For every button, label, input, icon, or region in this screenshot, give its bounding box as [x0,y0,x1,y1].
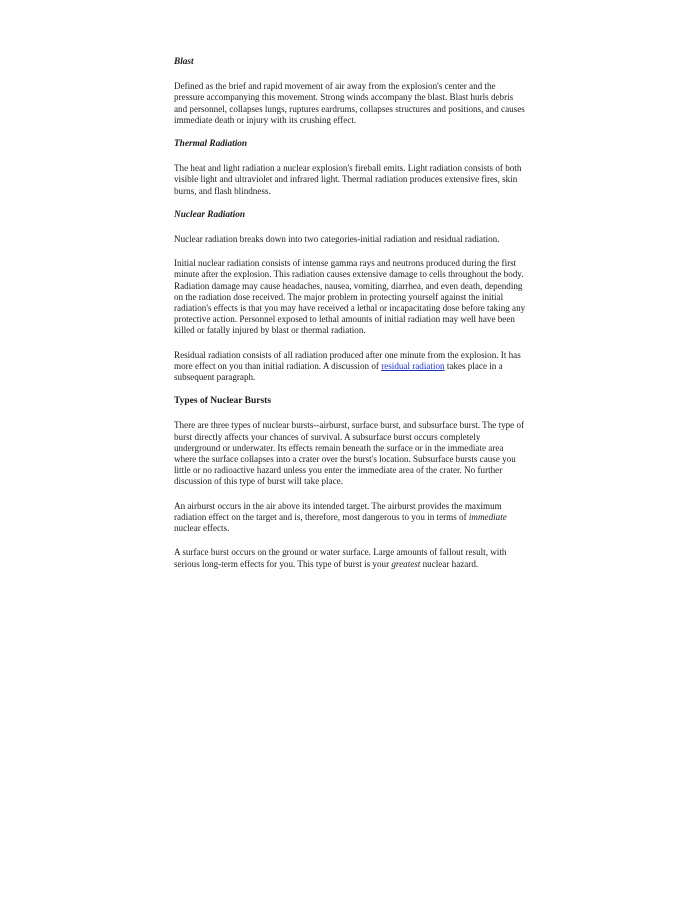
airburst-emphasis: immediate [468,511,507,522]
residual-text-after: takes place in a subsequent paragraph. [174,360,503,383]
burst-types-paragraph: There are three types of nuclear bursts--airburst, surface burst, and subsurface burst. The type of burst directly affects your chances of survival. A subsurface burst occurs completely underground or underwater. Its effects remain beneath the surface or in the immediate area where the surface collapses into a crater over the burst's location. Subsurface bursts cause you little or no radioactive hazard unless you enter the immediate area of the crater. No further discussion of this type of burst will take place. [174,420,525,487]
airburst-paragraph [174,501,526,535]
surface-text-after: nuclear hazard. [420,558,479,569]
surface-text-before: A surface burst occurs on the ground or water surface. Large amounts of fallout result, with serious long-term effects for you. This type of burst is your [174,547,507,569]
thermal-radiation-paragraph: The heat and light radiation a nuclear explosion's fireball emits. Light radiation consists of both visible light and ultraviolet and infrared light. Thermal radiation produces extensive fires, skin burns, and flash blindness. [174,163,522,196]
residual-text-before: Residual radiation consists of all radiation produced after one minute from the explosion. It has more effect on you than initial radiation. A discussion of [174,349,521,371]
airburst-text-after: nuclear effects. [174,523,230,534]
document-page [174,57,526,583]
types-of-nuclear-bursts-heading: Types of Nuclear Bursts [174,396,272,407]
blast-heading: Blast [174,57,194,67]
airburst-text-before: An airburst occurs in the air above its intended target. The airburst provides the maximum radiation effect on the target and is, therefore, most dangerous to you in terms of [174,500,502,522]
surface-burst-paragraph [174,547,526,569]
residual-radiation-paragraph [174,350,526,384]
blast-paragraph: Defined as the brief and rapid movement of air away from the explosion's center and the pressure accompanying this movement. Strong winds accompany the blast. Blast hurls debris and personnel, collapses lungs, ruptures eardrums, collapses structures and positions, and causes immediate death or injury with its crushing effect. [174,81,525,125]
nuclear-radiation-heading: Nuclear Radiation [174,209,246,220]
surface-emphasis: greatest [391,558,421,569]
initial-radiation-paragraph: Initial nuclear radiation consists of intense gamma rays and neutrons produced during the first minute after the explosion. This radiation causes extensive damage to cells throughout the body. Radiation damage may cause headaches, nausea, vomiting, diarrhea, and even death, depending on the radiation dose received. The major problem in protecting yourself against the initial radiation's effects is that you may have received a lethal or incapacitating dose before taking any protective action. Personnel exposed to lethal amounts of initial radiation may well have been killed or fatally injured by blast or thermal radiation. [174,258,526,336]
nuclear-radiation-intro-paragraph: Nuclear radiation breaks down into two categories-initial radiation and residual radiation. [174,234,500,245]
residual-radiation-link[interactable]: residual radiation [381,360,445,371]
thermal-radiation-heading: Thermal Radiation [174,139,248,150]
